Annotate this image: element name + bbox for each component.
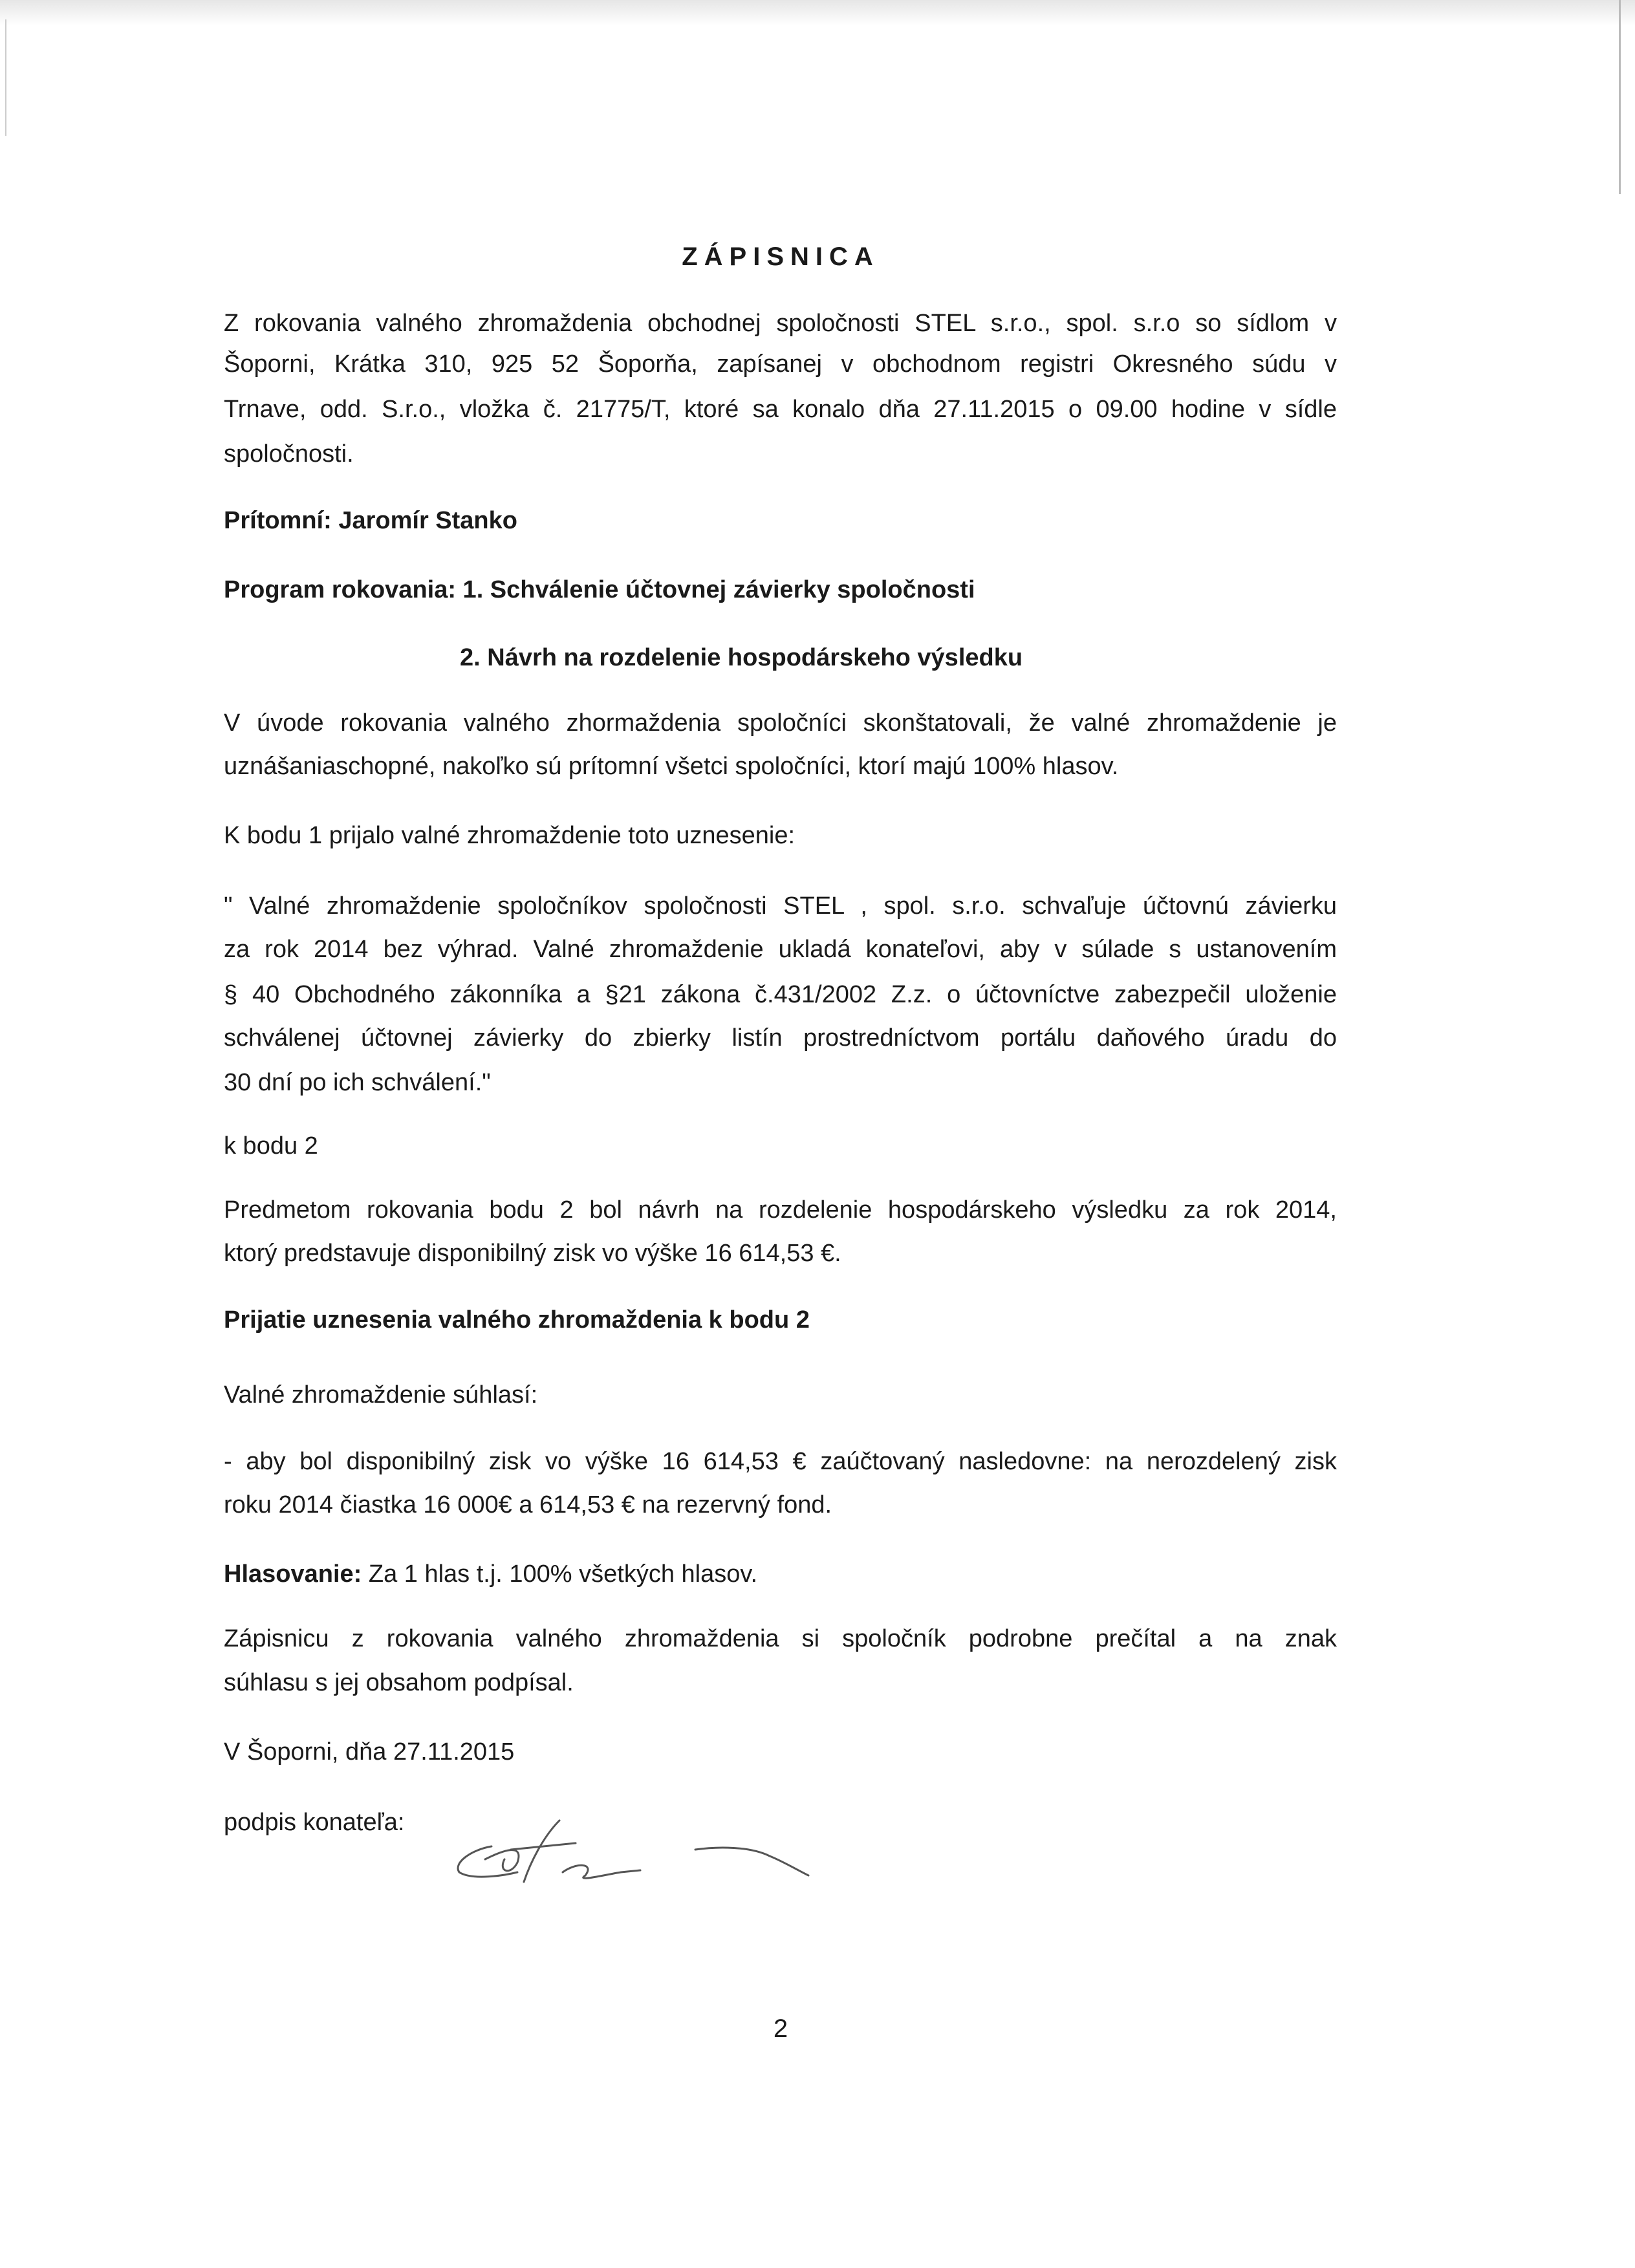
intro-line: Z rokovania valného zhromaždenia obchodnej spoločnosti STEL s.r.o., spol. s.r.o so sídlom v: [224, 310, 1337, 337]
point1-intro: K bodu 1 prijalo valné zhromaždenie toto uznesenie:: [224, 822, 796, 849]
point2-line: Predmetom rokovania bodu 2 bol návrh na rozdelenie hospodárskeho výsledku za rok 2014,: [224, 1196, 1337, 1224]
point2-heading: k bodu 2: [224, 1132, 318, 1160]
resolution1-line: schválenej účtovnej závierky do zbierky listín prostredníctvom portálu daňového úradu do: [224, 1024, 1337, 1052]
intro-line: Trnave, odd. S.r.o., vložka č. 21775/T, ktoré sa konalo dňa 27.11.2015 o 09.00 hodine v sídle: [224, 396, 1337, 423]
place-date: V Šoporni, dňa 27.11.2015: [224, 1738, 515, 1766]
opening-line: uznášaniaschopné, nakoľko sú prítomní všetci spoločníci, ktorí majú 100% hlasov.: [224, 753, 1119, 780]
intro-line: spoločnosti.: [224, 440, 354, 468]
allocation-line: - aby bol disponibilný zisk vo výške 16 614,53 € zaúčtovaný nasledovne: na nerozdelený zisk: [224, 1448, 1337, 1475]
agrees-line: Valné zhromaždenie súhlasí:: [224, 1381, 538, 1409]
scan-edge-left: [5, 19, 6, 136]
resolution2-heading: Prijatie uznesenia valného zhromaždenia k bodu 2: [224, 1306, 810, 1334]
scan-edge-right: [1619, 0, 1621, 194]
signature-label: podpis konateľa:: [224, 1809, 405, 1836]
voting-line: [224, 1558, 1337, 1590]
handwritten-signature: [446, 1811, 821, 1895]
intro-line: Šoporni, Krátka 310, 925 52 Šoporňa, zapísanej v obchodnom registri Okresného súdu v: [224, 351, 1337, 378]
resolution1-line: " Valné zhromaždenie spoločníkov spoločnosti STEL , spol. s.r.o. schvaľuje účtovnú závierku: [224, 892, 1337, 920]
resolution1-line: 30 dní po ich schválení.": [224, 1069, 491, 1096]
resolution1-line: za rok 2014 bez výhrad. Valné zhromaždenie ukladá konateľovi, aby v súlade s ustanovením: [224, 936, 1337, 963]
resolution1-line: § 40 Obchodného zákonníka a §21 zákona č.431/2002 Z.z. o účtovníctve zabezpečil uloženie: [224, 981, 1337, 1008]
document-title: ZÁPISNICA: [682, 243, 880, 271]
agenda-item-1: Program rokovania: 1. Schválenie účtovnej závierky spoločnosti: [224, 576, 975, 603]
scan-edge-top: [0, 0, 1635, 26]
closing-line: Zápisnicu z rokovania valného zhromaždenia si spoločník podrobne prečítal a na znak: [224, 1625, 1337, 1652]
present-line: Prítomní: Jaromír Stanko: [224, 507, 517, 534]
closing-line: súhlasu s jej obsahom podpísal.: [224, 1669, 574, 1696]
agenda-item-2: 2. Návrh na rozdelenie hospodárskeho výsledku: [460, 644, 1023, 671]
voting-text: Za 1 hlas t.j. 100% všetkých hlasov.: [362, 1561, 758, 1588]
page-number: 2: [773, 2014, 788, 2043]
voting-label: Hlasovanie:: [224, 1561, 362, 1588]
point2-line: ktorý predstavuje disponibilný zisk vo výške 16 614,53 €.: [224, 1240, 841, 1267]
allocation-line: roku 2014 čiastka 16 000€ a 614,53 € na rezervný fond.: [224, 1491, 832, 1518]
opening-line: V úvode rokovania valného zhormaždenia spoločníci skonštatovali, že valné zhromaždenie je: [224, 709, 1337, 737]
